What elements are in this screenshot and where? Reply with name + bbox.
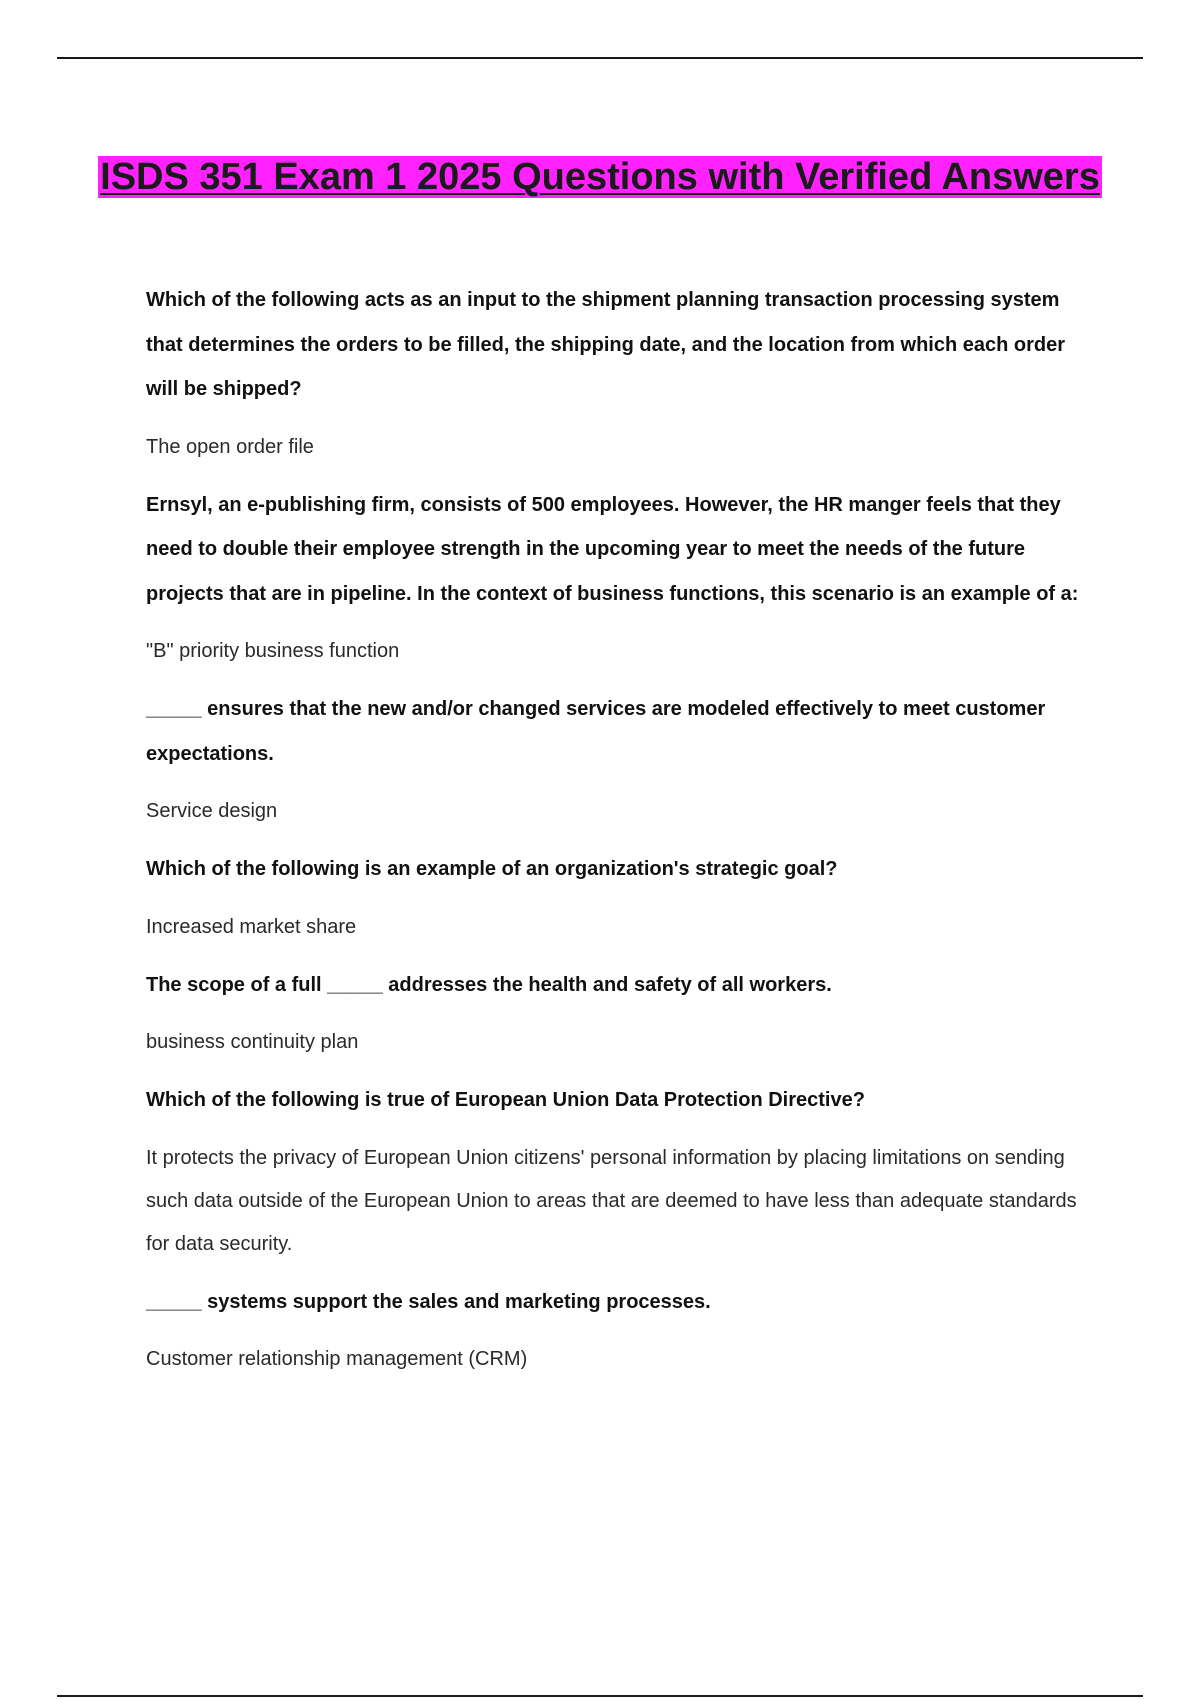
answer-text: "B" priority business function bbox=[146, 640, 400, 662]
answer-text: Increased market share bbox=[146, 915, 357, 938]
qa-item bbox=[146, 1280, 1096, 1382]
top-rule bbox=[57, 57, 1143, 59]
document-title-text: ISDS 351 Exam 1 2025 Questions with Verified Answers bbox=[100, 156, 1100, 198]
question-text: _____ systems support the sales and marketing processes. bbox=[146, 1290, 711, 1313]
question-text: The scope of a full _____ addresses the health and safety of all workers. bbox=[146, 973, 832, 996]
qa-item bbox=[146, 687, 1096, 833]
answer-text: Customer relationship management (CRM) bbox=[146, 1348, 528, 1370]
qa-item bbox=[146, 847, 1096, 949]
question-text: Which of the following is an example of an organization's strategic goal? bbox=[146, 858, 838, 880]
question-text: _____ ensures that the new and/or changed services are modeled effectively to meet customer expectations. bbox=[146, 698, 1046, 765]
question-text: Which of the following is true of European Union Data Protection Directive? bbox=[146, 1089, 865, 1111]
answer-text: Service design bbox=[146, 800, 278, 822]
qa-item bbox=[146, 1078, 1096, 1266]
answer-text: business continuity plan bbox=[146, 1031, 359, 1053]
qa-item bbox=[146, 963, 1096, 1065]
qa-item bbox=[146, 483, 1096, 674]
question-text: Which of the following acts as an input to the shipment planning transaction processing system that determines the orders to be filled, the shipping date, and the location from which each order will be shipped? bbox=[146, 289, 1066, 400]
document-title bbox=[57, 148, 1143, 206]
question-text: Ernsyl, an e-publishing firm, consists of 500 employees. However, the HR manger feels that they need to double their employee strength in the upcoming year to meet the needs of the future projects that are in pipeline. In the context of business functions, this scenario is an example of a: bbox=[146, 493, 1079, 605]
qa-list bbox=[146, 278, 1096, 1395]
qa-item bbox=[146, 278, 1096, 469]
bottom-rule bbox=[57, 1695, 1143, 1697]
answer-text: It protects the privacy of European Union citizens' personal information by placing limitations on sending such data outside of the European Union to areas that are deemed to have less than adequate standards for data security. bbox=[146, 1146, 1077, 1255]
answer-text: The open order file bbox=[146, 435, 314, 458]
